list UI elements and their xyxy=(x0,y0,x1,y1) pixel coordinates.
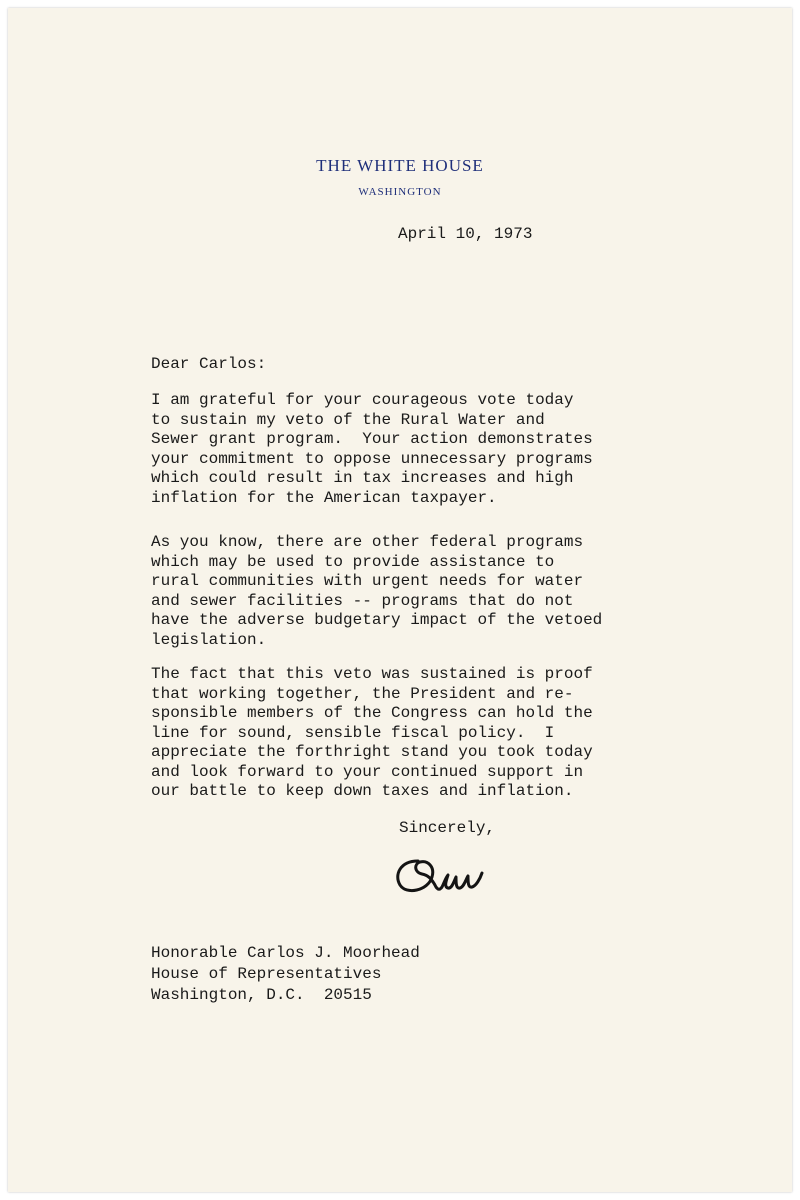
signature xyxy=(388,843,508,903)
letterhead-title: THE WHITE HOUSE xyxy=(316,156,484,175)
paragraph-line: I am grateful for your courageous vote today xyxy=(151,391,574,409)
address-line: Honorable Carlos J. Moorhead xyxy=(151,944,420,962)
paragraph-line: which could result in tax increases and high xyxy=(151,469,574,487)
paragraph-line: Sewer grant program. Your action demonstrates xyxy=(151,430,593,448)
paragraph-line: legislation. xyxy=(151,630,267,649)
paragraph-line: our battle to keep down taxes and inflation. xyxy=(151,782,574,800)
recipient-address xyxy=(151,943,420,1006)
paragraph-2 xyxy=(151,533,751,650)
paragraph-line: have the adverse budgetary impact of the vetoed xyxy=(151,611,603,629)
paragraph-line: and sewer facilities -- programs that do not xyxy=(151,591,574,610)
paragraph-line: line for sound, sensible fiscal policy. I xyxy=(151,723,555,742)
paragraph-line: and look forward to your continued support in xyxy=(151,762,584,781)
paragraph-line: your commitment to oppose unnecessary programs xyxy=(151,449,593,468)
paragraph-line: The fact that this veto was sustained is proof xyxy=(151,665,593,683)
paragraph-1 xyxy=(151,391,751,508)
paragraph-line: rural communities with urgent needs for water xyxy=(151,572,584,590)
paragraph-line: that working together, the President and re- xyxy=(151,684,574,703)
closing: Sincerely, xyxy=(399,819,496,837)
salutation: Dear Carlos: xyxy=(151,355,267,373)
paragraph-line: which may be used to provide assistance to xyxy=(151,552,555,571)
address-line: House of Representatives xyxy=(151,965,382,983)
paragraph-line: inflation for the American taxpayer. xyxy=(151,488,497,507)
paragraph-line: to sustain my veto of the Rural Water and xyxy=(151,410,545,429)
paragraph-3 xyxy=(151,665,751,802)
letter-page xyxy=(8,8,792,1192)
paragraph-line: sponsible members of the Congress can hold the xyxy=(151,704,593,722)
address-line: Washington, D.C. 20515 xyxy=(151,986,372,1004)
letter-date: April 10, 1973 xyxy=(398,225,533,243)
paragraph-line: appreciate the forthright stand you took today xyxy=(151,743,593,761)
paragraph-line: As you know, there are other federal programs xyxy=(151,533,584,551)
letterhead-subtitle: WASHINGTON xyxy=(358,186,442,198)
